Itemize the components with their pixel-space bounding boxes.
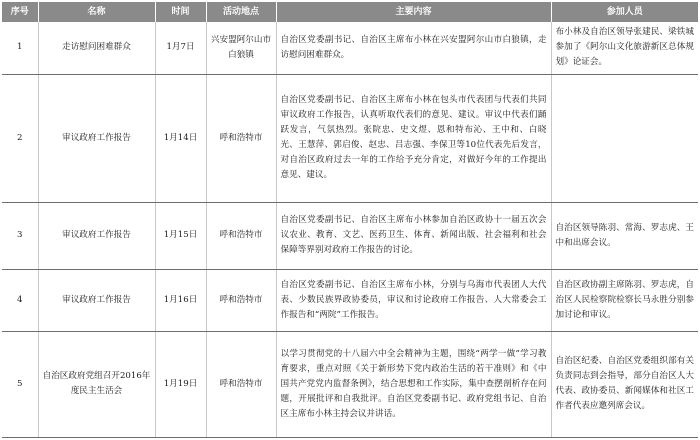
table-row [2, 22, 698, 74]
cell-place: 呼和浩特市 [206, 74, 276, 202]
header-content: 主要内容 [276, 2, 551, 22]
table-header-row [2, 2, 698, 22]
cell-name: 审议政府工作报告 [38, 74, 155, 202]
header-date: 时间 [155, 2, 206, 22]
header-no: 序号 [2, 2, 38, 22]
activity-table [2, 2, 698, 438]
cell-content: 自治区党委副书记、自治区主席布小林在兴安盟阿尔山市白狼镇，走访慰问困难群众。 [276, 22, 551, 74]
cell-content: 自治区党委副书记、自治区主席布小林，分别与乌海市代表团人大代表、少数民族界政协委员，审议和讨论政府工作报告、人大常委会工作报告和“两院”工作报告。 [276, 269, 551, 331]
cell-no: 1 [2, 22, 38, 74]
cell-date: 1月7日 [155, 22, 206, 74]
cell-place: 兴安盟阿尔山市白狼镇 [206, 22, 276, 74]
cell-date: 1月16日 [155, 269, 206, 331]
header-place: 活动地点 [206, 2, 276, 22]
cell-people: 自治区领导陈羽、常海、罗志虎、王中和出席会议。 [551, 202, 698, 269]
cell-name: 审议政府工作报告 [38, 269, 155, 331]
activity-table-container [2, 2, 698, 438]
cell-content: 以学习贯彻党的十八届六中全会精神为主题，围绕“两学一做”学习教育要求，重点对照《关于新形势下党内政治生活的若干准则》和《中国共产党党内监督条例》，结合思想和工作实际，集中查摆剖析存在问题，开展批评和自我批评。自治区党委副书记、政府党组书记、自治区主席布小林主持会议并讲话。 [276, 331, 551, 437]
cell-people: 自治区纪委、自治区党委组织部有关负责同志到会指导，部分自治区人大代表、政协委员、新闻媒体和社区工作者代表应邀列席会议。 [551, 331, 698, 437]
cell-place: 呼和浩特市 [206, 269, 276, 331]
cell-no: 2 [2, 74, 38, 202]
cell-date: 1月19日 [155, 331, 206, 437]
cell-name: 自治区政府党组召开2016年度民主生活会 [38, 331, 155, 437]
table-row [2, 74, 698, 202]
header-name: 名称 [38, 2, 155, 22]
cell-name: 走访慰问困难群众 [38, 22, 155, 74]
cell-place: 呼和浩特市 [206, 331, 276, 437]
cell-date: 1月14日 [155, 74, 206, 202]
cell-content: 自治区党委副书记、自治区主席布小林参加自治区政协十一届五次会议农业、教育、文艺、医药卫生、体育、新闻出版、社会福利和社会保障等界别对政府工作报告的讨论。 [276, 202, 551, 269]
cell-people: 自治区政协副主席陈羽、罗志虎，自治区人民检察院检察长马永胜分别参加讨论和审议。 [551, 269, 698, 331]
table-row [2, 269, 698, 331]
header-people: 参加人员 [551, 2, 698, 22]
cell-no: 4 [2, 269, 38, 331]
cell-content: 自治区党委副书记、自治区主席布小林在包头市代表团与代表们共同审议政府工作报告，认真听取代表们的意见、建议。审议中代表们踊跃发言，气氛热烈。张院忠、史文煜、恩和特布沁、王中和、白晓光、王慧萍、郭启俊、赵忠、吕志强、李保卫等10位代表先后发言，对自治区政府过去一年的工作给予充分肯定，对做好今年的工作提出意见、建议。 [276, 74, 551, 202]
table-row [2, 202, 698, 269]
cell-no: 3 [2, 202, 38, 269]
table-row [2, 331, 698, 437]
cell-people: 布小林及自治区领导张建民、梁铁城参加了《阿尔山文化旅游新区总体规划》论证会。 [551, 22, 698, 74]
cell-date: 1月15日 [155, 202, 206, 269]
cell-place: 呼和浩特市 [206, 202, 276, 269]
cell-no: 5 [2, 331, 38, 437]
cell-name: 审议政府工作报告 [38, 202, 155, 269]
cell-people [551, 74, 698, 202]
